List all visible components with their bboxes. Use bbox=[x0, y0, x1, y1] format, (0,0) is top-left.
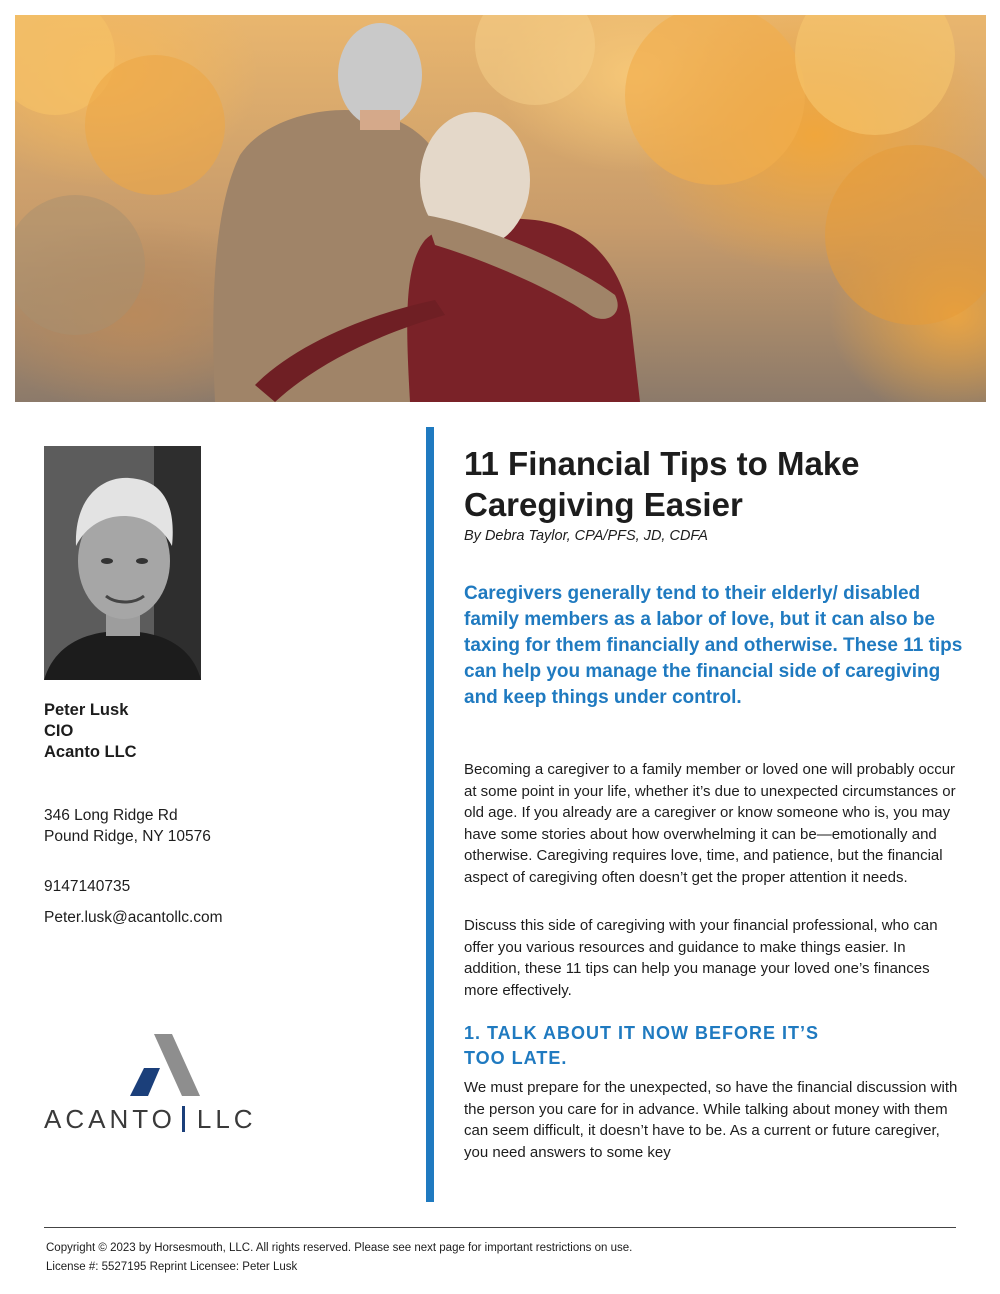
hero-image bbox=[15, 15, 986, 402]
footer-divider bbox=[44, 1227, 956, 1228]
logo-text-right: LLC bbox=[196, 1104, 257, 1134]
address-line-1: 346 Long Ridge Rd bbox=[44, 807, 178, 824]
acanto-logo bbox=[44, 1034, 284, 1134]
logo-separator bbox=[182, 1106, 185, 1132]
couple-illustration bbox=[15, 15, 986, 402]
logo-mark-icon bbox=[122, 1034, 282, 1096]
footer-license: License #: 5527195 Reprint Licensee: Peter Lusk bbox=[46, 1261, 298, 1273]
logo-wordmark bbox=[44, 1104, 257, 1135]
article-title: 11 Financial Tips to Make Caregiving Easier bbox=[464, 445, 860, 523]
section-1-text: We must prepare for the unexpected, so have the financial discussion with the person you care for in advance. While talking about money with them can seem difficult, it doesn’t have to be. As a current or future caregiver, you need answers to some key bbox=[464, 1079, 958, 1161]
advisor-photo bbox=[44, 446, 201, 680]
address-line-2: Pound Ridge, NY 10576 bbox=[44, 828, 211, 845]
logo-text-left: ACANTO bbox=[44, 1104, 176, 1134]
section-1-heading: 1. TALK ABOUT IT NOW BEFORE IT’S TOO LATE. bbox=[464, 1023, 819, 1068]
article-lead: Caregivers generally tend to their elderly/ disabled family members as a labor of love, but it can also be taxing for them financially and otherwise. These 11 tips can help you manage the financial side of caregiving and keep things under control. bbox=[464, 583, 963, 708]
article-byline: By Debra Taylor, CPA/PFS, JD, CDFA bbox=[464, 528, 708, 544]
advisor-role: CIO bbox=[44, 722, 74, 740]
article-paragraph-2: Discuss this side of caregiving with your financial professional, who can offer you various resources and guidance to make things easier. In addition, these 11 tips can help you manage your loved one’s finances more effectively. bbox=[464, 917, 938, 999]
advisor-name: Peter Lusk bbox=[44, 701, 129, 719]
advisor-email[interactable]: Peter.lusk@acantollc.com bbox=[44, 909, 223, 926]
advisor-phone[interactable]: 9147140735 bbox=[44, 878, 131, 895]
advisor-company: Acanto LLC bbox=[44, 743, 137, 761]
vertical-accent-bar bbox=[426, 427, 434, 1202]
footer-copyright: Copyright © 2023 by Horsesmouth, LLC. All rights reserved. Please see next page for important restrictions on use. bbox=[46, 1242, 633, 1254]
article-paragraph-1: Becoming a caregiver to a family member or loved one will probably occur at some point in your life, whether it’s due to unexpected circumstances or old age. If you already are a caregiver or know someone who is, you may have some stories about how overwhelming it can be—emotionally and otherwise. Caregiving requires love, time, and patience, but the financial aspect of caregiving often doesn’t get the proper attention it needs. bbox=[464, 761, 956, 886]
